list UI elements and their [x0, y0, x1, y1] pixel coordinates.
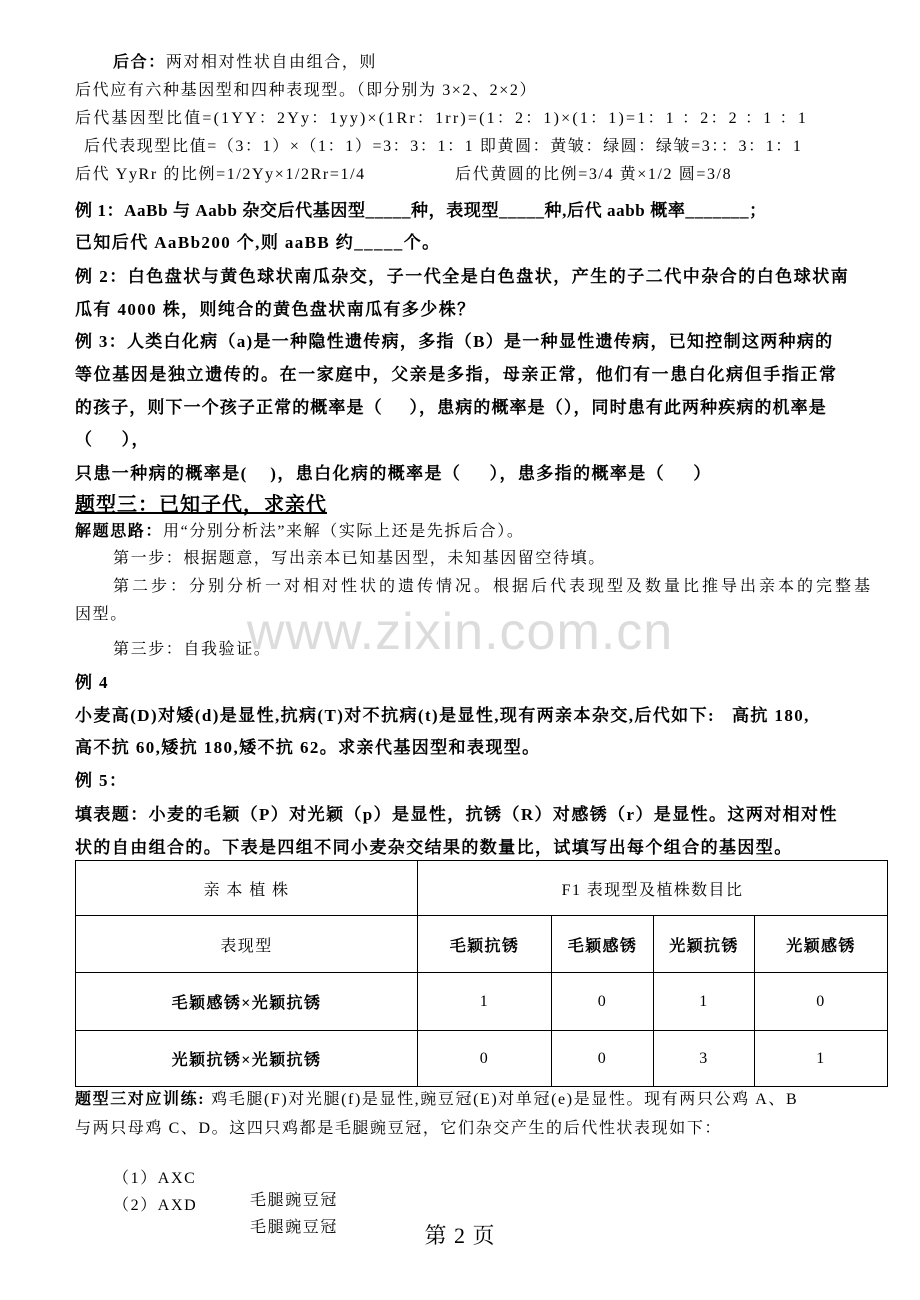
table-row	[76, 973, 888, 1031]
example-3-line: （ ），	[75, 430, 150, 449]
training-line-2: 与两只母鸡 C、D。这四只鸡都是毛腿豌豆冠，它们杂交产生的后代性状表现如下：	[75, 1120, 723, 1137]
count-cell: 0	[552, 1031, 654, 1087]
training-line-1	[75, 1089, 798, 1111]
table-row	[76, 1031, 888, 1087]
cross-cell: 毛颖感锈×光颖抗锈	[76, 973, 418, 1031]
example-5-line-2: 状的自由组合的。下表是四组不同小麦杂交结果的数量比，试填写出每个组合的基因型。	[75, 838, 793, 857]
example-3-line: 等位基因是独立遗传的。在一家庭中，父亲是多指，母亲正常，他们有一患白化病但手指正常	[75, 365, 838, 384]
combination-label: 后合：	[113, 54, 166, 71]
example-1-line-2: 已知后代 AaBb200 个,则 aaBB 约_____个。	[75, 233, 441, 252]
parent-plants-header: 亲 本 植 株	[76, 861, 418, 916]
step-3-text: 第三步：自我验证。	[113, 641, 272, 658]
step-2-text-continued: 因型。	[75, 606, 128, 623]
cross-results-table	[75, 860, 888, 1087]
watermark: www.zixin.com.cn	[246, 603, 674, 661]
genotype-ratio-line: 后代基因型比值=(1YY：2Yy：1yy)×(1Rr：1rr)=(1：2：1)×(1：1)=1：1 ：2：2 ：1 ：1	[75, 110, 809, 127]
example-4-heading: 例 4	[75, 673, 109, 692]
combination-intro-text: 两对相对性状自由组合，则	[165, 54, 378, 71]
f1-header: F1 表现型及植株数目比	[418, 861, 888, 916]
yellow-round-ratio-text: 后代黄圆的比例=3/4 黄×1/2 圆=3/8	[455, 166, 733, 183]
example-2-line-2: 瓜有 4000 株，则纯合的黄色盘状南瓜有多少株？	[75, 300, 476, 319]
count-cell: 0	[552, 973, 654, 1031]
training-text: 鸡毛腿(F)对光腿(f)是显性,豌豆冠(E)对单冠(e)是显性。现有两只公鸡 A、B	[211, 1091, 799, 1108]
column-header-smooth-susceptible: 光颖感锈	[755, 916, 888, 973]
example-4-line-2: 高不抗 60,矮抗 180,矮不抗 62。求亲代基因型和表现型。	[75, 738, 541, 757]
example-1-line-1: 例 1：AaBb 与 Aabb 杂交后代基因型_____种，表现型_____种,后代 aabb 概率_______；	[75, 201, 767, 220]
combination-intro-line	[113, 52, 377, 74]
count-cell: 0	[418, 1031, 552, 1087]
section-title: 题型三：已知子代，求亲代	[75, 494, 327, 516]
count-cell: 1	[654, 973, 755, 1031]
example-5-line-1: 填表题：小麦的毛颖（P）对光颖（p）是显性，抗锈（R）对感锈（r）是显性。这两对相对性	[75, 805, 838, 824]
approach-text: 用“分别分析法”来解（实际上还是先拆后合）。	[163, 523, 525, 540]
cross-cell: 光颖抗锈×光颖抗锈	[76, 1031, 418, 1087]
cross-item-result: 毛腿豌豆冠	[250, 1219, 339, 1236]
table-header-row	[76, 861, 888, 916]
count-cell: 3	[654, 1031, 755, 1087]
count-cell: 0	[755, 973, 888, 1031]
count-cell: 1	[418, 973, 552, 1031]
training-label: 题型三对应训练:	[75, 1091, 206, 1108]
example-3-line: 的孩子，则下一个孩子正常的概率是（ ），患病的概率是（），同时患有此两种疾病的机率是	[75, 398, 827, 417]
yyrr-ratio-text: 后代 YyRr 的比例=1/2Yy×1/2Rr=1/4	[75, 166, 366, 183]
cross-item-result: 毛腿豌豆冠	[250, 1192, 339, 1209]
training-cross-item	[0, 1173, 920, 1261]
phenotype-ratio-line: 后代表现型比值=（3：1）×（1：1）=3：3：1：1 即黄圆：黄皱：绿圆：绿皱=3：：3：1：1	[84, 138, 803, 155]
approach-label: 解题思路：	[75, 523, 164, 540]
cross-item-label: （2）AXD	[113, 1197, 198, 1214]
page-number: 第 2 页	[424, 1223, 496, 1248]
example-5-heading: 例 5：	[75, 771, 128, 790]
step-1-text: 第一步：根据题意，写出亲本已知基因型，未知基因留空待填。	[113, 550, 606, 567]
table-column-header-row	[76, 916, 888, 973]
column-header-hairy-resistant: 毛颖抗锈	[418, 916, 552, 973]
column-header-hairy-susceptible: 毛颖感锈	[552, 916, 654, 973]
column-header-smooth-resistant: 光颖抗锈	[654, 916, 755, 973]
count-cell: 1	[755, 1031, 888, 1087]
example-2-line-1: 例 2：白色盘状与黄色球状南瓜杂交，子一代全是白色盘状，产生的子二代中杂合的白色球状南	[75, 267, 850, 286]
combination-summary: 后代应有六种基因型和四种表现型。（即分别为 3×2、2×2）	[75, 82, 538, 99]
column-header-phenotype: 表现型	[76, 916, 418, 973]
cross-item-label: （1）AXC	[113, 1170, 197, 1187]
example-3-line: 只患一种病的概率是( )，患白化病的概率是（ ），患多指的概率是（ ）	[75, 464, 712, 483]
example-3-line: 例 3：人类白化病（a)是一种隐性遗传病，多指（B）是一种显性遗传病，已知控制这两种病的	[75, 332, 834, 351]
example-4-line-1: 小麦高(D)对矮(d)是显性,抗病(T)对不抗病(t)是显性,现有两亲本杂交,后代如下: 高抗 180,	[75, 706, 810, 725]
step-2-text: 第二步：分别分析一对相对性状的遗传情况。根据后代表现型及数量比推导出亲本的完整基	[113, 578, 874, 595]
approach-line	[75, 521, 524, 543]
